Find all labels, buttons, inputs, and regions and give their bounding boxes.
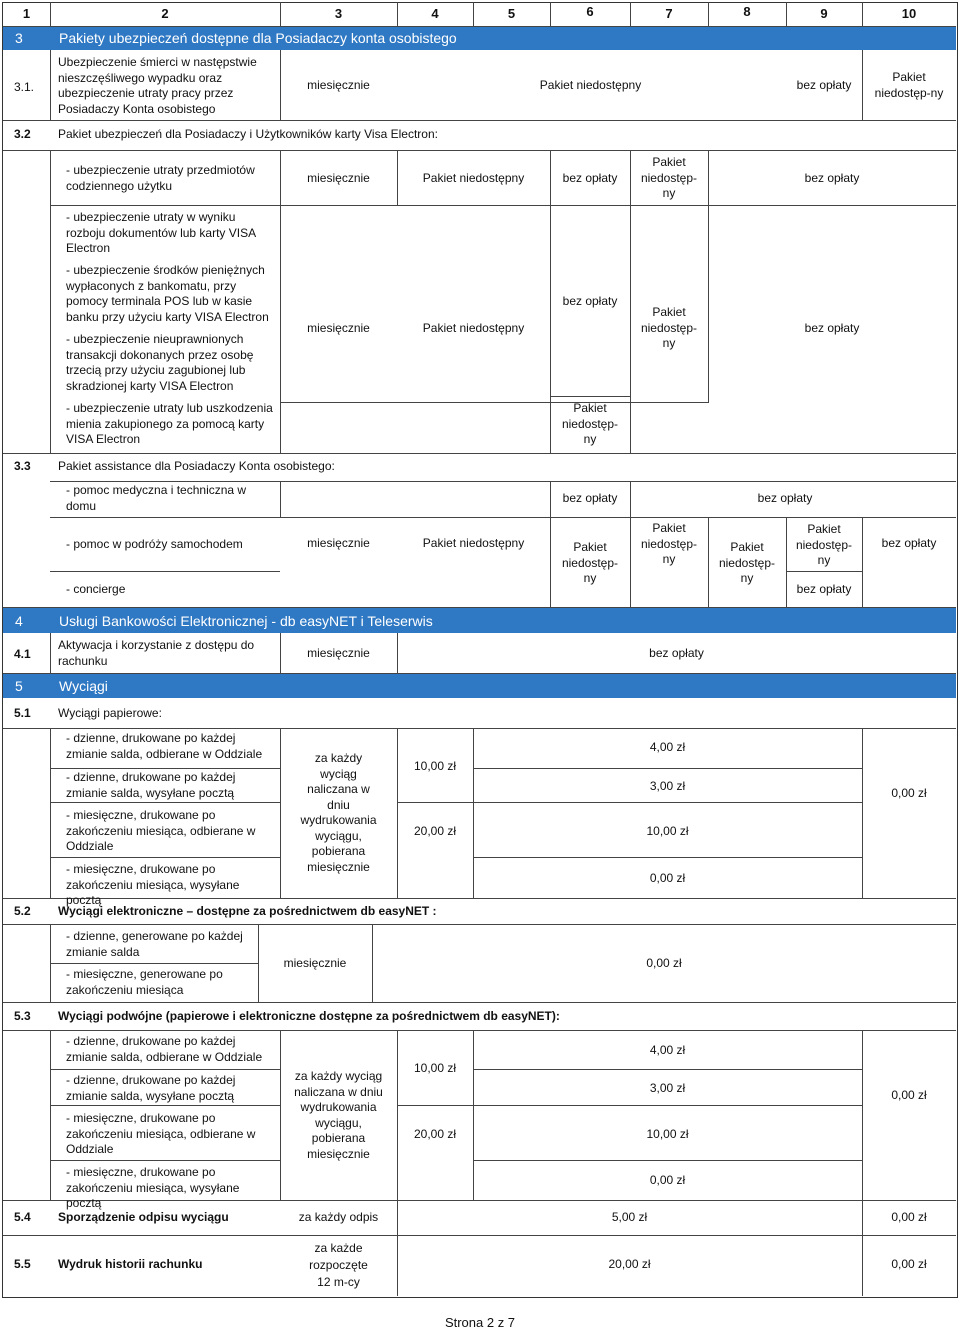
row-3-3a-fee-right: bez opłaty: [757, 491, 813, 505]
row-5-1-frequency: za każdy wyciąg naliczana w dniu wydrukowania wyciągu, pobierana miesięcznie: [300, 751, 377, 874]
row-5-3b-fee: 3,00 zł: [649, 1081, 686, 1095]
row-3-2c-description: - ubezpieczenie środków pieniężnych wypłaconych z bankomatu, przy pomocy terminala POS lub w kasie banku przy użyciu karty VISA Electron: [66, 263, 269, 324]
table-gridline: [50, 802, 280, 803]
row-5-3a-fee: 4,00 zł: [649, 1043, 686, 1057]
header-col-9: 9: [820, 6, 828, 21]
row-5-2a-description: - dzienne, generowane po każdej zmianie salda: [66, 929, 243, 959]
section-5-band: [3, 674, 956, 698]
row-5-2b-description: - miesięczne, generowane po zakończeniu miesiąca: [66, 967, 223, 997]
row-5-1-value-monthly: 20,00 zł: [413, 824, 457, 838]
row-5-3-frequency: za każdy wyciąg naliczana w dniu wydrukowania wyciągu, pobierana miesięcznie: [294, 1069, 383, 1161]
row-5-5-number: 5.5: [14, 1257, 31, 1271]
row-5-5-frequency: za każde rozpoczęte 12 m-cy: [309, 1241, 368, 1289]
table-gridline: [708, 150, 709, 403]
row-3-3c-description: - concierge: [66, 582, 126, 596]
table-gridline: [3, 728, 956, 729]
row-5-1-number: 5.1: [14, 706, 31, 720]
row-3-1-package-unavailable-col10: Pakiet niedostęp-ny: [874, 70, 944, 100]
header-col-1: 1: [22, 6, 31, 21]
table-gridline: [3, 150, 956, 151]
row-5-1-fee-right: 0,00 zł: [891, 786, 927, 800]
row-4-1-fee: bez opłaty: [649, 646, 704, 660]
row-3-3b-package-unavailable-col9: Pakiet niedostęp- ny: [795, 522, 853, 567]
row-5-1-value-daily: 10,00 zł: [413, 759, 457, 773]
table-gridline: [473, 768, 862, 769]
row-5-1b-fee: 3,00 zł: [649, 779, 686, 793]
section-5-title: Wyciągi: [59, 678, 108, 694]
row-5-3-value-daily: 10,00 zł: [413, 1061, 457, 1075]
row-3-2-number: 3.2: [14, 127, 31, 141]
row-3-3b-package-unavailable: Pakiet niedostępny: [422, 536, 525, 550]
row-3-3a-description: - pomoc medyczna i techniczna w domu: [66, 483, 247, 513]
table-gridline: [280, 481, 281, 517]
row-3-3b-package-unavailable-col7: Pakiet niedostęp- ny: [640, 521, 698, 566]
row-3-2e-package-unavailable: Pakiet niedostęp- ny: [561, 401, 619, 446]
row-3-1-number: 3.1.: [14, 80, 35, 94]
row-3-3b-fee-right: bez opłaty: [881, 536, 937, 550]
row-3-3b-frequency: miesięcznie: [307, 536, 370, 550]
section-3-band: [3, 27, 956, 50]
header-col-4: 4: [431, 6, 439, 21]
row-5-3-fee-right: 0,00 zł: [891, 1088, 927, 1102]
table-gridline: [50, 1030, 51, 1200]
table-gridline: [473, 1069, 862, 1070]
row-4-1-number: 4.1: [14, 647, 31, 661]
row-5-5-fee: 20,00 zł: [608, 1257, 651, 1271]
table-gridline: [550, 396, 630, 397]
table-gridline: [50, 1069, 280, 1070]
row-5-4-number: 5.4: [14, 1210, 31, 1224]
table-gridline: [862, 1030, 863, 1200]
table-gridline: [50, 50, 51, 120]
table-gridline: [50, 571, 280, 572]
row-3-2b-package-unavailable: Pakiet niedostępny: [422, 321, 525, 335]
row-5-3c-fee: 10,00 zł: [646, 1127, 689, 1141]
table-gridline: [50, 728, 51, 898]
row-3-2d-description: - ubezpieczenie nieuprawnionych transakcji dokonanych przez osobę trzecią przy użyciu zagubionej lub skradzionej karty VISA Electron: [66, 332, 254, 393]
row-3-2b-frequency: miesięcznie: [307, 321, 370, 335]
header-col-10: 10: [901, 6, 917, 21]
table-gridline: [280, 150, 281, 453]
table-gridline: [3, 924, 956, 925]
table-gridline: [473, 1160, 862, 1161]
header-col-7: 7: [665, 6, 673, 21]
table-gridline: [3, 1235, 956, 1236]
table-gridline: [50, 150, 51, 453]
section-4-title: Usługi Bankowości Elektronicznej - db easyNET i Teleserwis: [59, 613, 433, 629]
row-3-2b-fee-right: bez opłaty: [804, 321, 860, 335]
table-gridline: [397, 728, 398, 898]
row-3-3-number: 3.3: [14, 459, 31, 473]
row-5-3d-fee: 0,00 zł: [649, 1173, 686, 1187]
row-3-1-description: Ubezpieczenie śmierci w następstwie nieszczęśliwego wypadku oraz ubezpieczenie utraty pracy przez Posiadaczy Konta osobistego: [58, 55, 257, 116]
row-5-1d-fee: 0,00 zł: [649, 871, 686, 885]
table-gridline: [50, 633, 51, 673]
row-5-3a-description: - dzienne, drukowane po każdej zmianie salda, odbierane w Oddziale: [66, 1034, 263, 1064]
row-3-2a-frequency: miesięcznie: [307, 171, 370, 185]
row-5-1a-fee: 4,00 zł: [649, 740, 686, 754]
row-3-2b-fee: bez opłaty: [562, 294, 618, 308]
row-3-1-fee: bez opłaty: [796, 78, 852, 92]
row-5-1a-description: - dzienne, drukowane po każdej zmianie salda, odbierane w Oddziale: [66, 731, 263, 761]
row-5-3d-description: - miesięczne, drukowane po zakończeniu miesiąca, wysyłane pocztą: [66, 1165, 240, 1210]
table-gridline: [50, 1160, 280, 1161]
table-gridline: [50, 481, 956, 482]
row-3-2a-description: - ubezpieczenie utraty przedmiotów codziennego użytku: [66, 163, 255, 193]
table-gridline: [3, 120, 956, 121]
page-footer: Strona 2 z 7: [444, 1315, 516, 1330]
table-gridline: [3, 1030, 956, 1031]
row-3-2a-package-unavailable: Pakiet niedostępny: [422, 171, 525, 185]
row-3-3c-fee: bez opłaty: [796, 582, 852, 596]
row-5-1-title: Wyciągi papierowe:: [58, 706, 162, 720]
row-5-4-frequency: za każdy odpis: [298, 1210, 379, 1224]
header-col-8: 8: [743, 4, 751, 19]
header-col-3: 3: [334, 6, 343, 21]
row-5-5-fee-right: 0,00 zł: [891, 1257, 927, 1271]
table-gridline: [786, 571, 862, 572]
table-gridline: [862, 728, 863, 898]
row-5-2-title: Wyciągi elektroniczne – dostępne za pośrednictwem db easyNET :: [58, 904, 437, 918]
row-4-1-frequency: miesięcznie: [307, 646, 370, 660]
row-5-1c-fee: 10,00 zł: [646, 824, 689, 838]
section-5-number: 5: [15, 678, 23, 694]
row-5-1c-description: - miesięczne, drukowane po zakończeniu miesiąca, odbierane w Oddziale: [66, 808, 256, 853]
section-4-band: [3, 608, 956, 633]
row-4-1-description: Aktywacja i korzystanie z dostępu do rachunku: [58, 638, 255, 668]
row-3-3b-package-unavailable-col8: Pakiet niedostęp- ny: [718, 540, 776, 585]
row-5-4-fee-right: 0,00 zł: [891, 1210, 927, 1224]
section-3-number: 3: [15, 30, 23, 46]
table-gridline: [3, 453, 956, 454]
row-5-2-fee: 0,00 zł: [646, 956, 682, 970]
row-5-3b-description: - dzienne, drukowane po każdej zmianie salda, wysyłane pocztą: [66, 1073, 236, 1103]
row-3-2b-package-unavailable-col7: Pakiet niedostęp- ny: [640, 305, 698, 350]
row-3-3b-description: - pomoc w podróży samochodem: [66, 537, 243, 551]
header-col-2: 2: [161, 6, 169, 21]
header-col-6: 6: [586, 4, 594, 19]
row-5-2-number: 5.2: [14, 904, 31, 918]
row-5-3-title: Wyciągi podwójne (papierowe i elektroniczne dostępne za pośrednictwem db easyNET):: [58, 1009, 560, 1023]
row-5-4-title: Sporządzenie odpisu wyciągu: [58, 1210, 229, 1224]
row-5-3-number: 5.3: [14, 1009, 31, 1023]
table-gridline: [473, 857, 862, 858]
row-5-4-fee: 5,00 zł: [611, 1210, 648, 1224]
row-3-3-title: Pakiet assistance dla Posiadaczy Konta osobistego:: [58, 459, 335, 473]
row-3-3a-fee: bez opłaty: [562, 491, 618, 505]
table-gridline: [397, 1105, 862, 1106]
row-3-1-package-unavailable: Pakiet niedostępny: [539, 78, 642, 92]
table-gridline: [50, 857, 280, 858]
table-gridline: [3, 1002, 956, 1003]
row-3-2e-description: - ubezpieczenie utraty lub uszkodzenia mienia zakupionego za pomocą karty VISA Electron: [66, 401, 273, 446]
row-5-1b-description: - dzienne, drukowane po każdej zmianie salda, wysyłane pocztą: [66, 770, 236, 800]
row-3-2a-fee: bez opłaty: [562, 171, 618, 185]
row-5-2-frequency: miesięcznie: [283, 956, 347, 970]
table-gridline: [50, 205, 956, 206]
row-3-3b-package-unavailable-col6: Pakiet niedostęp- ny: [561, 540, 619, 585]
table-gridline: [50, 517, 956, 518]
table-gridline: [397, 1030, 398, 1200]
table-gridline: [50, 963, 258, 964]
row-3-2a-package-unavailable-col7: Pakiet niedostęp- ny: [640, 155, 698, 200]
table-gridline: [280, 402, 708, 403]
section-4-number: 4: [15, 613, 23, 629]
row-3-2-title: Pakiet ubezpieczeń dla Posiadaczy i Użytkowników karty Visa Electron:: [58, 127, 438, 141]
row-5-3c-description: - miesięczne, drukowane po zakończeniu miesiąca, odbierane w Oddziale: [66, 1111, 256, 1156]
table-gridline: [50, 1105, 280, 1106]
row-5-3-value-monthly: 20,00 zł: [413, 1127, 457, 1141]
row-5-1d-description: - miesięczne, drukowane po zakończeniu miesiąca, wysyłane pocztą: [66, 862, 240, 907]
row-3-2b-description: - ubezpieczenie utraty w wyniku rozboju dokumentów lub karty VISA Electron: [66, 210, 257, 255]
table-gridline: [397, 802, 862, 803]
header-col-5: 5: [507, 6, 516, 21]
row-3-1-frequency: miesięcznie: [307, 78, 370, 92]
row-5-5-title: Wydruk historii rachunku: [58, 1257, 203, 1271]
table-gridline: [862, 517, 863, 607]
section-3-title: Pakiety ubezpieczeń dostępne dla Posiadaczy konta osobistego: [59, 30, 457, 46]
row-3-2a-fee-right: bez opłaty: [804, 171, 860, 185]
table-gridline: [50, 768, 280, 769]
